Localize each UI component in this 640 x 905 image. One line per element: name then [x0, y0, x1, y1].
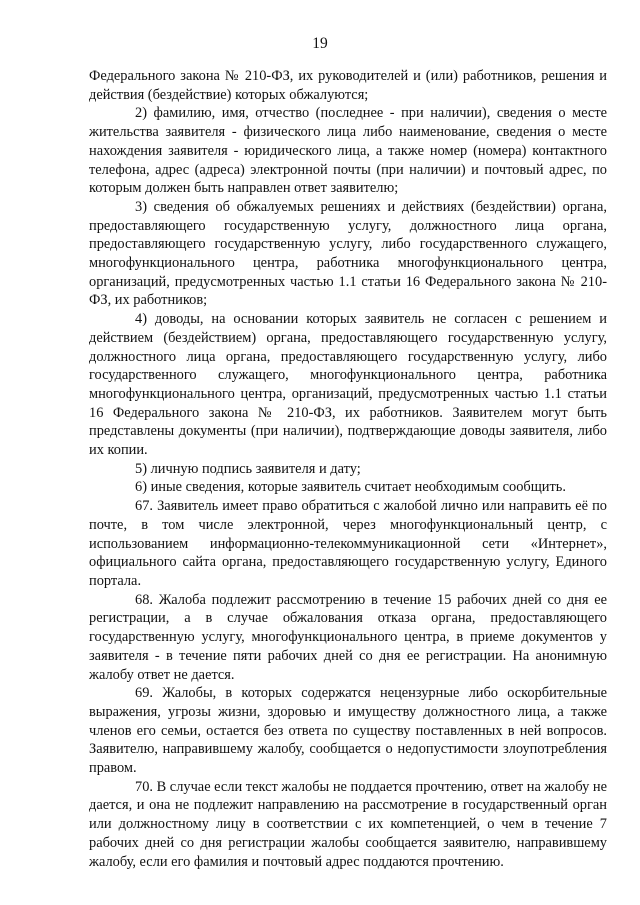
list-item-6-other-info: 6) иные сведения, которые заявитель считает необходимым сообщить.: [135, 479, 566, 496]
section-68-paragraph: 68. Жалоба подлежит рассмотрению в течение 15 рабочих дней со дня ее регистрации, а в случае обжалования отказа органа, предоставляющего государственную услугу, многофункционального центра, в приеме документов у заявителя - в течение пяти рабочих дней со дня ее регистрации. На анонимную жалобу ответ не дается.: [89, 591, 607, 683]
page-number: 19: [312, 35, 328, 52]
section-70-paragraph: 70. В случае если текст жалобы не поддается прочтению, ответ на жалобу не дается, и она не подлежит направлению на рассмотрение в государственный орган или должностному лицу в соответствии с их компетенцией, о чем в течение 7 рабочих дней со дня регистрации жалобы сообщается заявителю, направившему жалобу, если его фамилия и почтовый адрес поддаются прочтению.: [89, 778, 607, 870]
section-69-paragraph: 69. Жалобы, в которых содержатся нецензурные либо оскорбительные выражения, угрозы жизни, здоровью и имуществу должностного лица, а также членов его семьи, остается без ответа по существу поставленных в ней вопросов. Заявителю, направившему жалобу, сообщается о недопустимости злоупотребления правом.: [89, 685, 607, 777]
list-item-5-signature: 5) личную подпись заявителя и дату;: [135, 460, 361, 477]
list-item-4-arguments: 4) доводы, на основании которых заявитель не согласен с решением и действием (бездействием) органа, предоставляющего государственную услугу, должностного лица органа, предоставляющего государственную услугу, либо государственного служащего, многофункционального центра, работника многофункционального центра, организаций, предусмотренных частью 1.1 статьи 16 Федерального закона № 210-ФЗ, их работников. Заявителем могут быть представлены документы (при наличии), подтверждающие доводы заявителя, либо их копии.: [89, 311, 607, 459]
list-item-2-applicant-details: 2) фамилию, имя, отчество (последнее - при наличии), сведения о месте жительства заявителя - физического лица либо наименование, сведения о месте нахождения заявителя - юридического лица, а также номер (номера) контактного телефона, адрес (адреса) электронной почты (при наличии) и почтовый адрес, по которым должен быть направлен ответ заявителю;: [89, 105, 607, 197]
section-67-paragraph: 67. Заявитель имеет право обратиться с жалобой лично или направить её по почте, в том числе электронной, через многофункциональный центр, с использованием информационно-телекоммуникационной сети «Интернет», официального сайта органа, предоставляющего государственную услугу, Единого портала.: [89, 498, 607, 589]
paragraph-continuation: Федерального закона № 210-ФЗ, их руководителей и (или) работников, решения и действия (бездействие) которых обжалуются;: [89, 68, 607, 103]
list-item-3-appealed-decisions: 3) сведения об обжалуемых решениях и действиях (бездействии) органа, предоставляющего государственную услугу, должностного лица органа, предоставляющего государственную услугу, либо государственного служащего, многофункционального центра, работника многофункционального центра, организаций, предусмотренных частью 1.1 статьи 16 Федерального закона № 210-ФЗ, их работников;: [89, 198, 607, 309]
document-body: [89, 67, 607, 871]
